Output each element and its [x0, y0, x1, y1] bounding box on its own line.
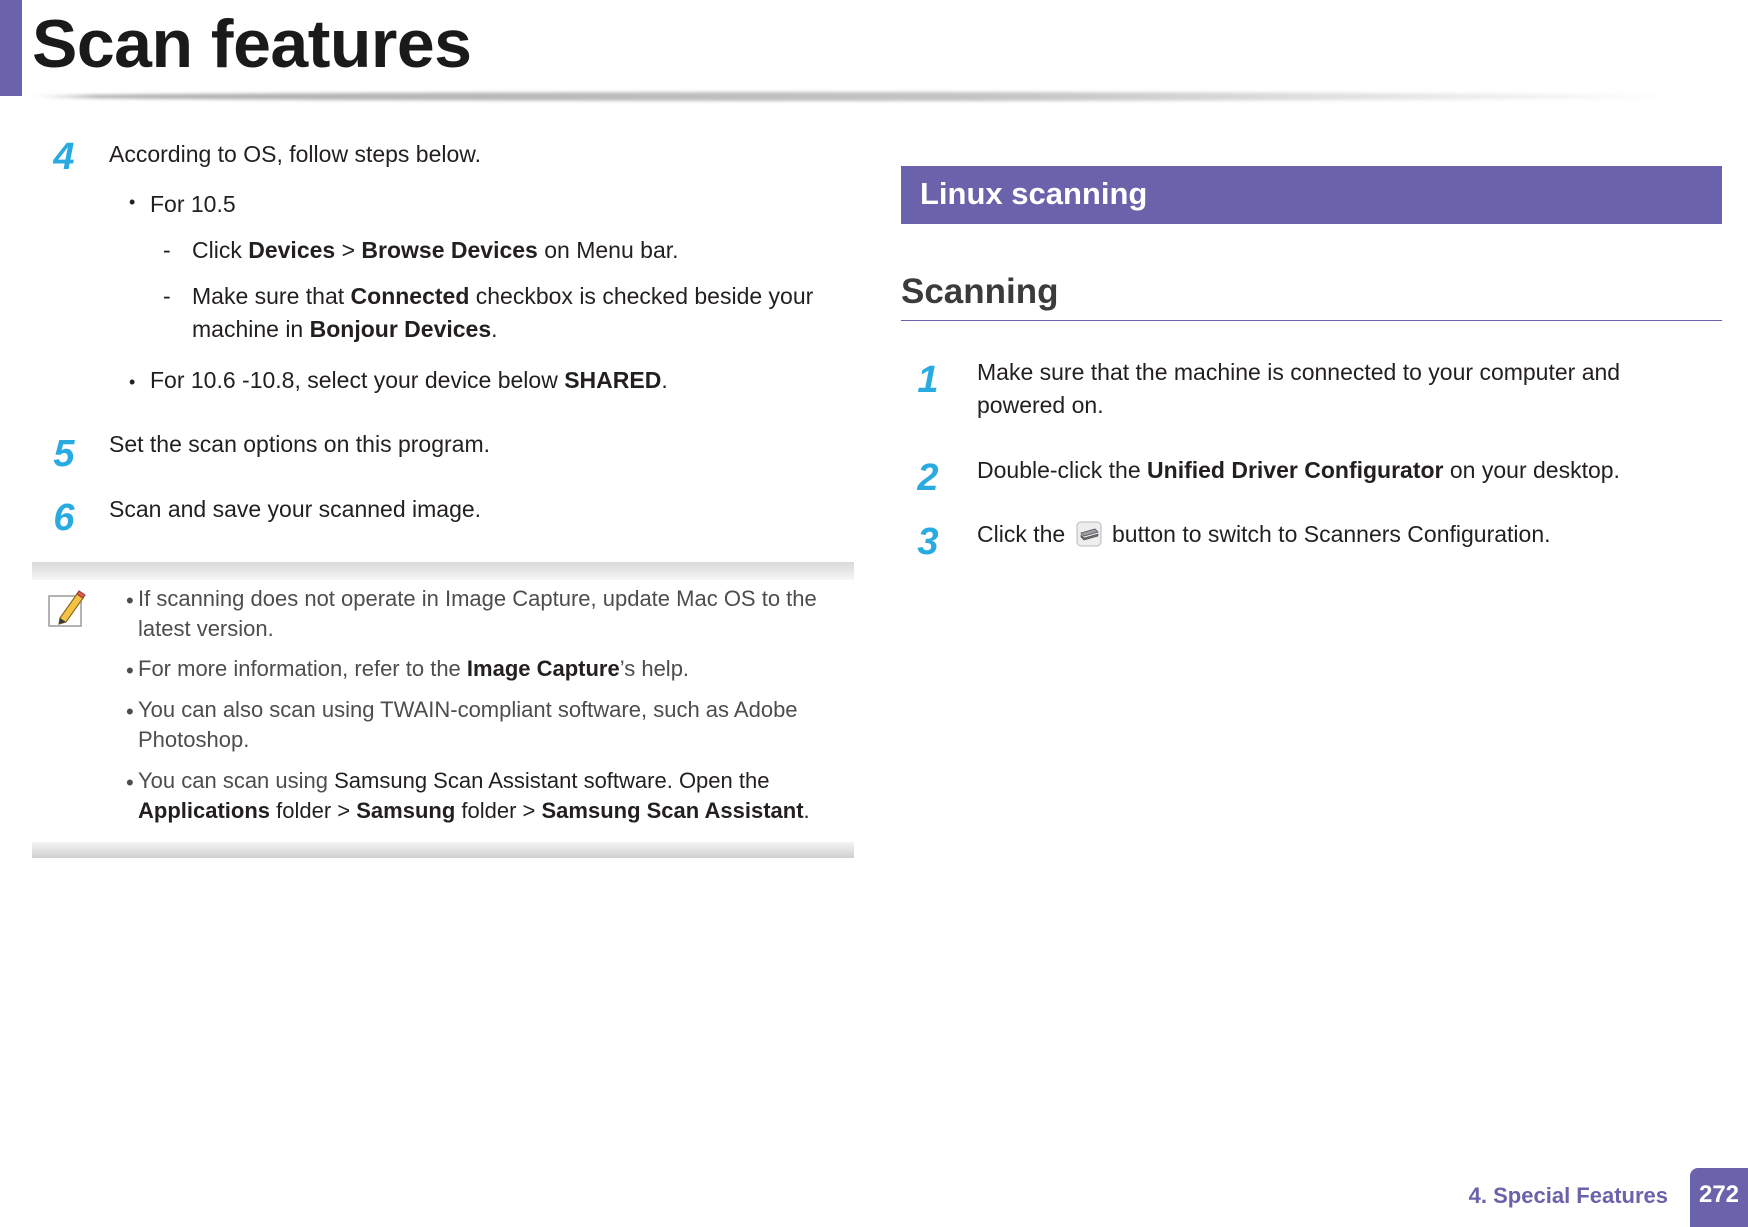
pencil-note-icon [46, 588, 88, 630]
page-title: Scan features [32, 6, 472, 82]
note-bullet: • [126, 588, 134, 613]
dash-text: Make sure that Connected checkbox is checked beside your machine in Bonjour Devices. [192, 283, 814, 342]
bullet-dot: • [129, 372, 136, 392]
step-number: 4 [53, 136, 75, 178]
note-bullet: • [126, 770, 134, 795]
title-accent-bar [0, 0, 22, 96]
note-top-border [32, 562, 854, 580]
bullet-text: For 10.5 [150, 191, 236, 217]
step-number: 2 [917, 457, 939, 499]
note-bullet: • [126, 658, 134, 683]
step-text: Click the button to switch to Scanners Configuration. [977, 521, 1551, 547]
step-text: Make sure that the machine is connected to your computer and powered on. [977, 359, 1621, 418]
note-item: For more information, refer to the Image Capture’s help. [138, 656, 690, 681]
section-title: Linux scanning [920, 176, 1148, 211]
dash-marker: - [163, 237, 171, 263]
step-text: According to OS, follow steps below. [109, 141, 482, 167]
chapter-label: 4. Special Features [1468, 1183, 1668, 1208]
note-item: You can scan using Samsung Scan Assistant software. Open the Applications folder > Samsung folder > Samsung Scan Assistant. [138, 768, 810, 823]
dash-marker: - [163, 283, 171, 309]
step-number: 1 [917, 359, 939, 401]
step-number: 5 [53, 433, 75, 475]
step-text: Scan and save your scanned image. [109, 496, 482, 522]
note-item: If scanning does not operate in Image Capture, update Mac OS to the latest version. [138, 586, 817, 641]
scanner-icon [1076, 521, 1102, 547]
subsection-title: Scanning [901, 272, 1059, 311]
page-number: 272 [1698, 1181, 1740, 1208]
step-number: 3 [917, 521, 939, 563]
note-item: You can also scan using TWAIN-compliant software, such as Adobe Photoshop. [138, 697, 798, 752]
bullet-dot: • [129, 192, 136, 212]
note-bottom-border [32, 842, 854, 858]
dash-text: Click Devices > Browse Devices on Menu bar. [192, 237, 679, 263]
step-text: Double-click the Unified Driver Configurator on your desktop. [977, 457, 1620, 483]
title-divider [30, 92, 1690, 101]
bullet-text: For 10.6 -10.8, select your device below SHARED. [150, 367, 668, 393]
subsection-divider [901, 320, 1722, 321]
note-bullet: • [126, 699, 134, 724]
step-text: Set the scan options on this program. [109, 431, 490, 457]
step-number: 6 [53, 497, 75, 539]
